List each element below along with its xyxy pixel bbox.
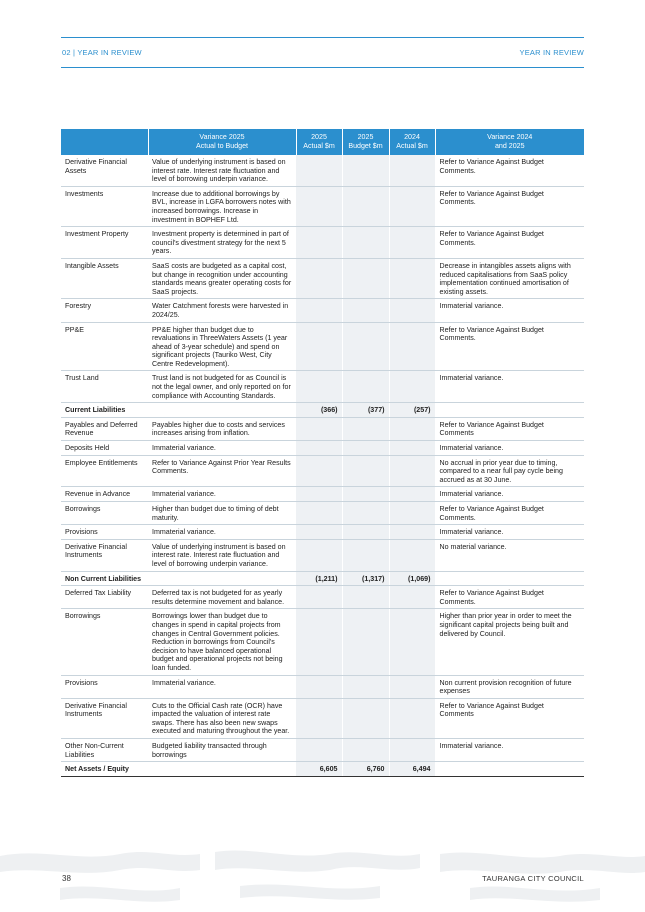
item-cell: Payables and Deferred Revenue	[61, 417, 148, 440]
budget-2025-cell	[342, 186, 389, 226]
variance-2025-cell	[148, 403, 296, 418]
actual-2025-cell	[296, 227, 342, 259]
actual-2025-cell	[296, 155, 342, 186]
actual-2025-cell	[296, 698, 342, 738]
actual-2024-cell: (1,069)	[389, 571, 435, 586]
variance-2024-cell: Refer to Variance Against Budget Comments.	[435, 227, 584, 259]
actual-2024-cell	[389, 502, 435, 525]
variance-2024-cell	[435, 762, 584, 777]
table-row	[61, 675, 584, 698]
actual-2025-cell	[296, 675, 342, 698]
variance-2024-cell: Refer to Variance Against Budget Comments	[435, 417, 584, 440]
budget-2025-cell: (377)	[342, 403, 389, 418]
variance-2025-cell: Immaterial variance.	[148, 675, 296, 698]
budget-2025-cell: 6,760	[342, 762, 389, 777]
item-cell: Derivative Financial Assets	[61, 155, 148, 186]
budget-2025-cell	[342, 455, 389, 487]
actual-2025-cell	[296, 258, 342, 298]
table-row	[61, 441, 584, 456]
col-header-budget-2025: 2025 Budget $m	[342, 129, 389, 155]
actual-2025-cell: (1,211)	[296, 571, 342, 586]
item-cell: Trust Land	[61, 371, 148, 403]
col-header-variance-2025: Variance 2025 Actual to Budget	[148, 129, 296, 155]
actual-2025-cell	[296, 525, 342, 540]
variance-2025-cell: Water Catchment forests were harvested in 2024/25.	[148, 299, 296, 322]
budget-2025-cell	[342, 371, 389, 403]
actual-2024-cell: 6,494	[389, 762, 435, 777]
budget-2025-cell	[342, 539, 389, 571]
table-row	[61, 609, 584, 675]
header-rule-top	[61, 37, 584, 38]
variance-2025-cell: Immaterial variance.	[148, 441, 296, 456]
variance-2025-cell: Value of underlying instrument is based on interest rate. Interest rate fluctuation and level of borrowing underpin variance.	[148, 539, 296, 571]
actual-2024-cell: (257)	[389, 403, 435, 418]
actual-2025-cell	[296, 487, 342, 502]
actual-2024-cell	[389, 155, 435, 186]
budget-2025-cell	[342, 487, 389, 502]
budget-2025-cell	[342, 258, 389, 298]
item-cell: Deposits Held	[61, 441, 148, 456]
table-row	[61, 571, 584, 586]
actual-2024-cell	[389, 258, 435, 298]
table-row	[61, 322, 584, 371]
actual-2024-cell	[389, 322, 435, 371]
section-label: 02 | YEAR IN REVIEW	[62, 48, 142, 57]
item-cell: Deferred Tax Liability	[61, 586, 148, 609]
actual-2024-cell	[389, 441, 435, 456]
header-rule-bottom	[61, 67, 584, 68]
actual-2024-cell	[389, 586, 435, 609]
running-title: YEAR IN REVIEW	[519, 48, 584, 57]
variance-2025-cell: Value of underlying instrument is based on interest rate. Interest rate fluctuation and level of borrowing underpin variance.	[148, 155, 296, 186]
variance-2025-cell: Refer to Variance Against Prior Year Results Comments.	[148, 455, 296, 487]
actual-2025-cell	[296, 299, 342, 322]
variance-2025-cell: SaaS costs are budgeted as a capital cost, but change in recognition under accounting standards means greater operating costs for SaaS projects.	[148, 258, 296, 298]
actual-2024-cell	[389, 739, 435, 762]
budget-2025-cell	[342, 525, 389, 540]
variance-2025-cell: Budgeted liability transacted through borrowings	[148, 739, 296, 762]
variance-2024-cell: Refer to Variance Against Budget Comments.	[435, 322, 584, 371]
budget-2025-cell	[342, 502, 389, 525]
col-header-variance-2024: Variance 2024 and 2025	[435, 129, 584, 155]
actual-2024-cell	[389, 539, 435, 571]
item-cell: Provisions	[61, 675, 148, 698]
variance-2024-cell: Refer to Variance Against Budget Comments.	[435, 186, 584, 226]
item-cell: Derivative Financial Instruments	[61, 698, 148, 738]
budget-2025-cell: (1,317)	[342, 571, 389, 586]
actual-2024-cell	[389, 299, 435, 322]
col-header-actual-2024: 2024 Actual $m	[389, 129, 435, 155]
variance-2024-cell: Immaterial variance.	[435, 739, 584, 762]
item-cell: Provisions	[61, 525, 148, 540]
variance-2025-cell: Increase due to additional borrowings by BVL, increase in LGFA borrowers notes with increased borrowings. Increase in investment in BOPHEF Ltd.	[148, 186, 296, 226]
footer-organisation: TAURANGA CITY COUNCIL	[482, 874, 584, 883]
actual-2024-cell	[389, 186, 435, 226]
variance-2024-cell	[435, 403, 584, 418]
item-cell: Investments	[61, 186, 148, 226]
variance-2025-cell: Borrowings lower than budget due to changes in spend in capital projects from changes in Central Government policies. Reduction in borrowings from Council's decision to have balanced operational budget and operational projects not being loan funded.	[148, 609, 296, 675]
variance-2024-cell: Immaterial variance.	[435, 299, 584, 322]
variance-2024-cell: Decrease in intangibles assets aligns with reduced capitalisations from SaaS policy implementation continued amortisation of existing assets.	[435, 258, 584, 298]
actual-2025-cell	[296, 539, 342, 571]
variance-2024-cell: Immaterial variance.	[435, 371, 584, 403]
variance-2024-cell: Refer to Variance Against Budget Comments	[435, 698, 584, 738]
item-cell: Net Assets / Equity	[61, 762, 148, 777]
variance-2025-cell	[148, 762, 296, 777]
col-header-actual-2025: 2025 Actual $m	[296, 129, 342, 155]
variance-2025-cell: Higher than budget due to timing of debt maturity.	[148, 502, 296, 525]
variance-2024-cell: No material variance.	[435, 539, 584, 571]
variance-2024-cell: Immaterial variance.	[435, 441, 584, 456]
actual-2025-cell	[296, 371, 342, 403]
actual-2024-cell	[389, 609, 435, 675]
actual-2025-cell	[296, 455, 342, 487]
actual-2024-cell	[389, 227, 435, 259]
variance-2024-cell: Non current provision recognition of future expenses	[435, 675, 584, 698]
budget-2025-cell	[342, 609, 389, 675]
variance-2025-cell	[148, 571, 296, 586]
budget-2025-cell	[342, 299, 389, 322]
actual-2024-cell	[389, 525, 435, 540]
table-row	[61, 739, 584, 762]
variance-2025-cell: Immaterial variance.	[148, 525, 296, 540]
item-cell: PP&E	[61, 322, 148, 371]
budget-2025-cell	[342, 675, 389, 698]
table-row	[61, 525, 584, 540]
item-cell: Borrowings	[61, 502, 148, 525]
table-row	[61, 539, 584, 571]
table-row	[61, 487, 584, 502]
item-cell: Revenue in Advance	[61, 487, 148, 502]
variance-2024-cell	[435, 571, 584, 586]
item-cell: Current Liabilities	[61, 403, 148, 418]
variance-2024-cell: Immaterial variance.	[435, 525, 584, 540]
table-header-row	[61, 129, 584, 155]
table-row	[61, 762, 584, 777]
table-row	[61, 299, 584, 322]
actual-2025-cell	[296, 586, 342, 609]
variance-table	[61, 129, 584, 777]
actual-2024-cell	[389, 487, 435, 502]
table-row	[61, 403, 584, 418]
actual-2024-cell	[389, 455, 435, 487]
variance-2024-cell: Refer to Variance Against Budget Comments.	[435, 155, 584, 186]
variance-2024-cell: No accrual in prior year due to timing, compared to a near full pay cycle being accrued as at 30 June.	[435, 455, 584, 487]
item-cell: Borrowings	[61, 609, 148, 675]
budget-2025-cell	[342, 586, 389, 609]
table-row	[61, 698, 584, 738]
actual-2025-cell	[296, 441, 342, 456]
variance-2025-cell: Investment property is determined in part of council's divestment strategy for the next 5 years.	[148, 227, 296, 259]
table-row	[61, 155, 584, 186]
actual-2024-cell	[389, 675, 435, 698]
actual-2025-cell	[296, 186, 342, 226]
variance-2025-cell: Trust land is not budgeted for as Council is not the legal owner, and only reported on for compliance with Accounting Standards.	[148, 371, 296, 403]
variance-2025-cell: Deferred tax is not budgeted for as yearly results determine movement and balance.	[148, 586, 296, 609]
actual-2024-cell	[389, 698, 435, 738]
table-row	[61, 417, 584, 440]
variance-2024-cell: Refer to Variance Against Budget Comments.	[435, 586, 584, 609]
variance-2025-cell: Immaterial variance.	[148, 487, 296, 502]
actual-2024-cell	[389, 371, 435, 403]
table-row	[61, 586, 584, 609]
variance-2025-cell: Cuts to the Official Cash rate (OCR) have impacted the valuation of interest rate swaps. There has also been new swaps executed and maturing throughout the year.	[148, 698, 296, 738]
table-row	[61, 186, 584, 226]
item-cell: Other Non-Current Liabilities	[61, 739, 148, 762]
variance-2025-cell: Payables higher due to costs and services increases arising from inflation.	[148, 417, 296, 440]
actual-2025-cell	[296, 322, 342, 371]
actual-2025-cell: 6,605	[296, 762, 342, 777]
item-cell: Employee Entitlements	[61, 455, 148, 487]
table-row	[61, 227, 584, 259]
actual-2025-cell	[296, 609, 342, 675]
item-cell: Derivative Financial Instruments	[61, 539, 148, 571]
item-cell: Investment Property	[61, 227, 148, 259]
budget-2025-cell	[342, 417, 389, 440]
actual-2025-cell	[296, 417, 342, 440]
table-row	[61, 371, 584, 403]
variance-2025-cell: PP&E higher than budget due to revaluations in ThreeWaters Assets (1 year ahead of 3-year schedule) and spend on significant projects (Tauriko West, City Centre Redevelopment).	[148, 322, 296, 371]
table-row	[61, 502, 584, 525]
budget-2025-cell	[342, 227, 389, 259]
col-header-item	[61, 129, 148, 155]
table-row	[61, 455, 584, 487]
table-row	[61, 258, 584, 298]
item-cell: Non Current Liabilities	[61, 571, 148, 586]
actual-2025-cell: (366)	[296, 403, 342, 418]
actual-2025-cell	[296, 739, 342, 762]
budget-2025-cell	[342, 441, 389, 456]
budget-2025-cell	[342, 155, 389, 186]
variance-2024-cell: Higher than prior year in order to meet the significant capital projects being built and delivered by Council.	[435, 609, 584, 675]
item-cell: Intangible Assets	[61, 258, 148, 298]
variance-2024-cell: Immaterial variance.	[435, 487, 584, 502]
item-cell: Forestry	[61, 299, 148, 322]
actual-2024-cell	[389, 417, 435, 440]
budget-2025-cell	[342, 698, 389, 738]
variance-2024-cell: Refer to Variance Against Budget Comments.	[435, 502, 584, 525]
budget-2025-cell	[342, 322, 389, 371]
actual-2025-cell	[296, 502, 342, 525]
budget-2025-cell	[342, 739, 389, 762]
page-number: 38	[62, 874, 71, 883]
